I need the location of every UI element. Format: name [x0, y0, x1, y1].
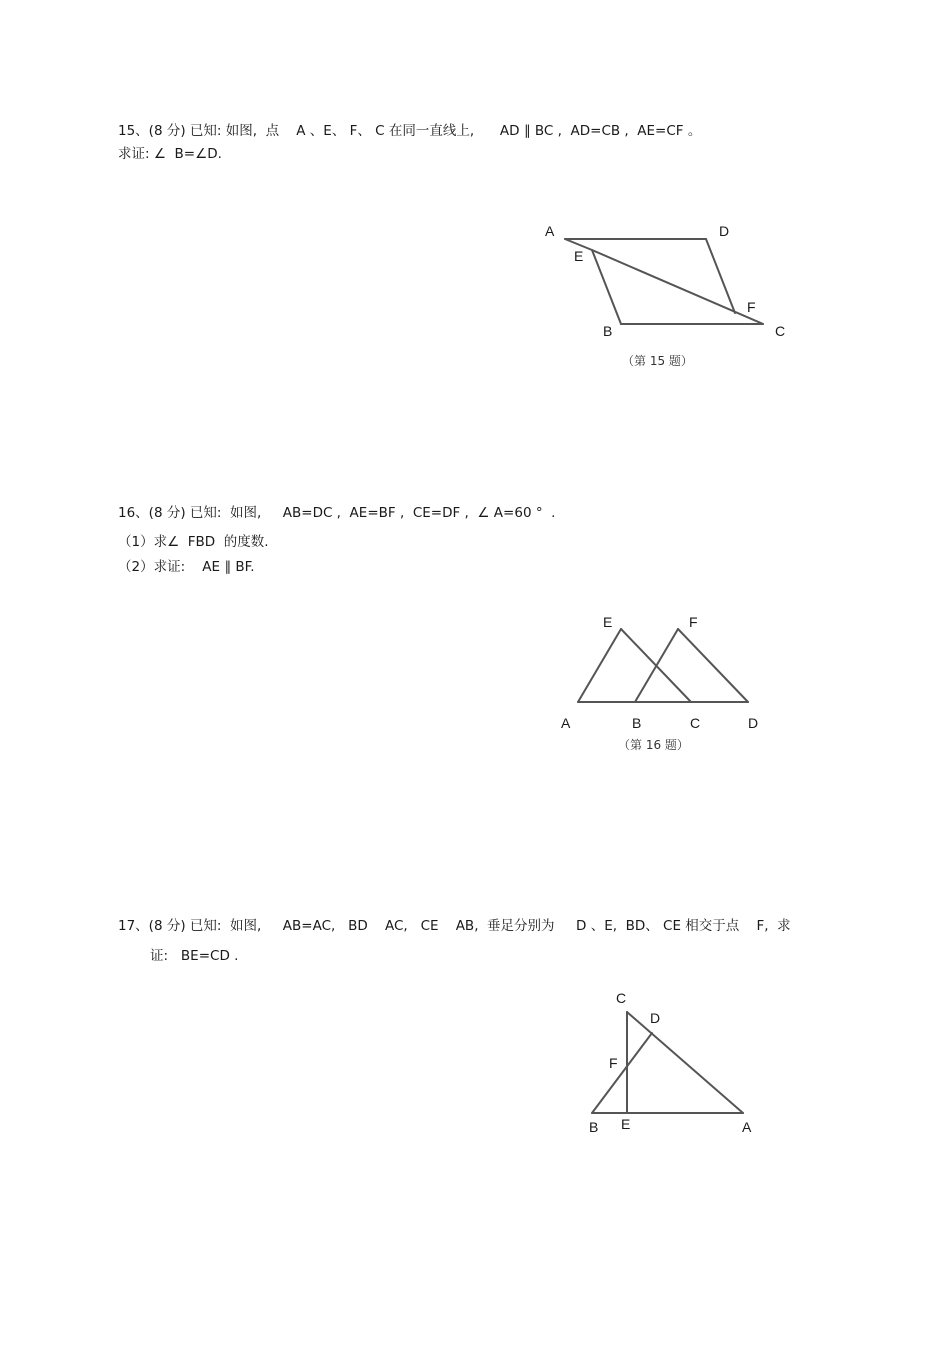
point-label-E: E — [603, 614, 613, 630]
problem-15-line-2: 求证: ∠ B=∠D. — [118, 146, 222, 162]
point-label-D: D — [719, 223, 730, 239]
segment-AE — [578, 629, 621, 702]
point-label-F: F — [609, 1055, 618, 1071]
point-label-F: F — [689, 614, 698, 630]
segment-BF — [635, 629, 678, 702]
figure-16-caption: （第 16 题） — [618, 738, 689, 752]
point-label-E: E — [621, 1116, 631, 1132]
problem-15-line-1: 15、(8 分) 已知: 如图, 点 A 、E、 F、 C 在同一直线上, AD ∥ BC , AD=CB , AE=CF 。 — [118, 123, 702, 139]
point-label-E: E — [574, 248, 584, 264]
point-label-A: A — [742, 1119, 752, 1135]
figure-17-diagram — [580, 985, 770, 1145]
figure-17 — [580, 985, 770, 1145]
figure-15-caption: （第 15 题） — [622, 354, 693, 368]
figure-15 — [530, 215, 800, 375]
point-label-C: C — [616, 990, 627, 1006]
figure-15-diagram — [530, 215, 800, 375]
point-label-F: F — [747, 299, 756, 315]
figure-16 — [550, 610, 780, 760]
point-label-D: D — [748, 715, 759, 731]
problem-16-line-1: 16、(8 分) 已知: 如图, AB=DC , AE=BF , CE=DF , ∠ A=60 ° . — [118, 505, 556, 521]
point-label-B: B — [603, 323, 613, 339]
point-label-C: C — [775, 323, 786, 339]
point-label-A: A — [561, 715, 571, 731]
problem-16-line-2: （1）求∠ FBD 的度数. — [118, 534, 269, 550]
point-label-A: A — [545, 223, 555, 239]
point-label-C: C — [690, 715, 701, 731]
problem-17-line-2: 证: BE=CD . — [150, 948, 239, 964]
point-label-B: B — [632, 715, 642, 731]
figure-16-diagram — [550, 610, 780, 760]
problem-17-line-1: 17、(8 分) 已知: 如图, AB=AC, BD AC, CE AB, 垂足分别为 D 、E, BD、 CE 相交于点 F, 求 — [118, 918, 791, 934]
segment-CA — [627, 1012, 743, 1113]
problem-16-line-3: （2）求证: AE ∥ BF. — [118, 559, 255, 575]
segment-BD — [592, 1033, 652, 1113]
segment-FD — [678, 629, 748, 702]
point-label-B: B — [589, 1119, 599, 1135]
point-label-D: D — [650, 1010, 661, 1026]
